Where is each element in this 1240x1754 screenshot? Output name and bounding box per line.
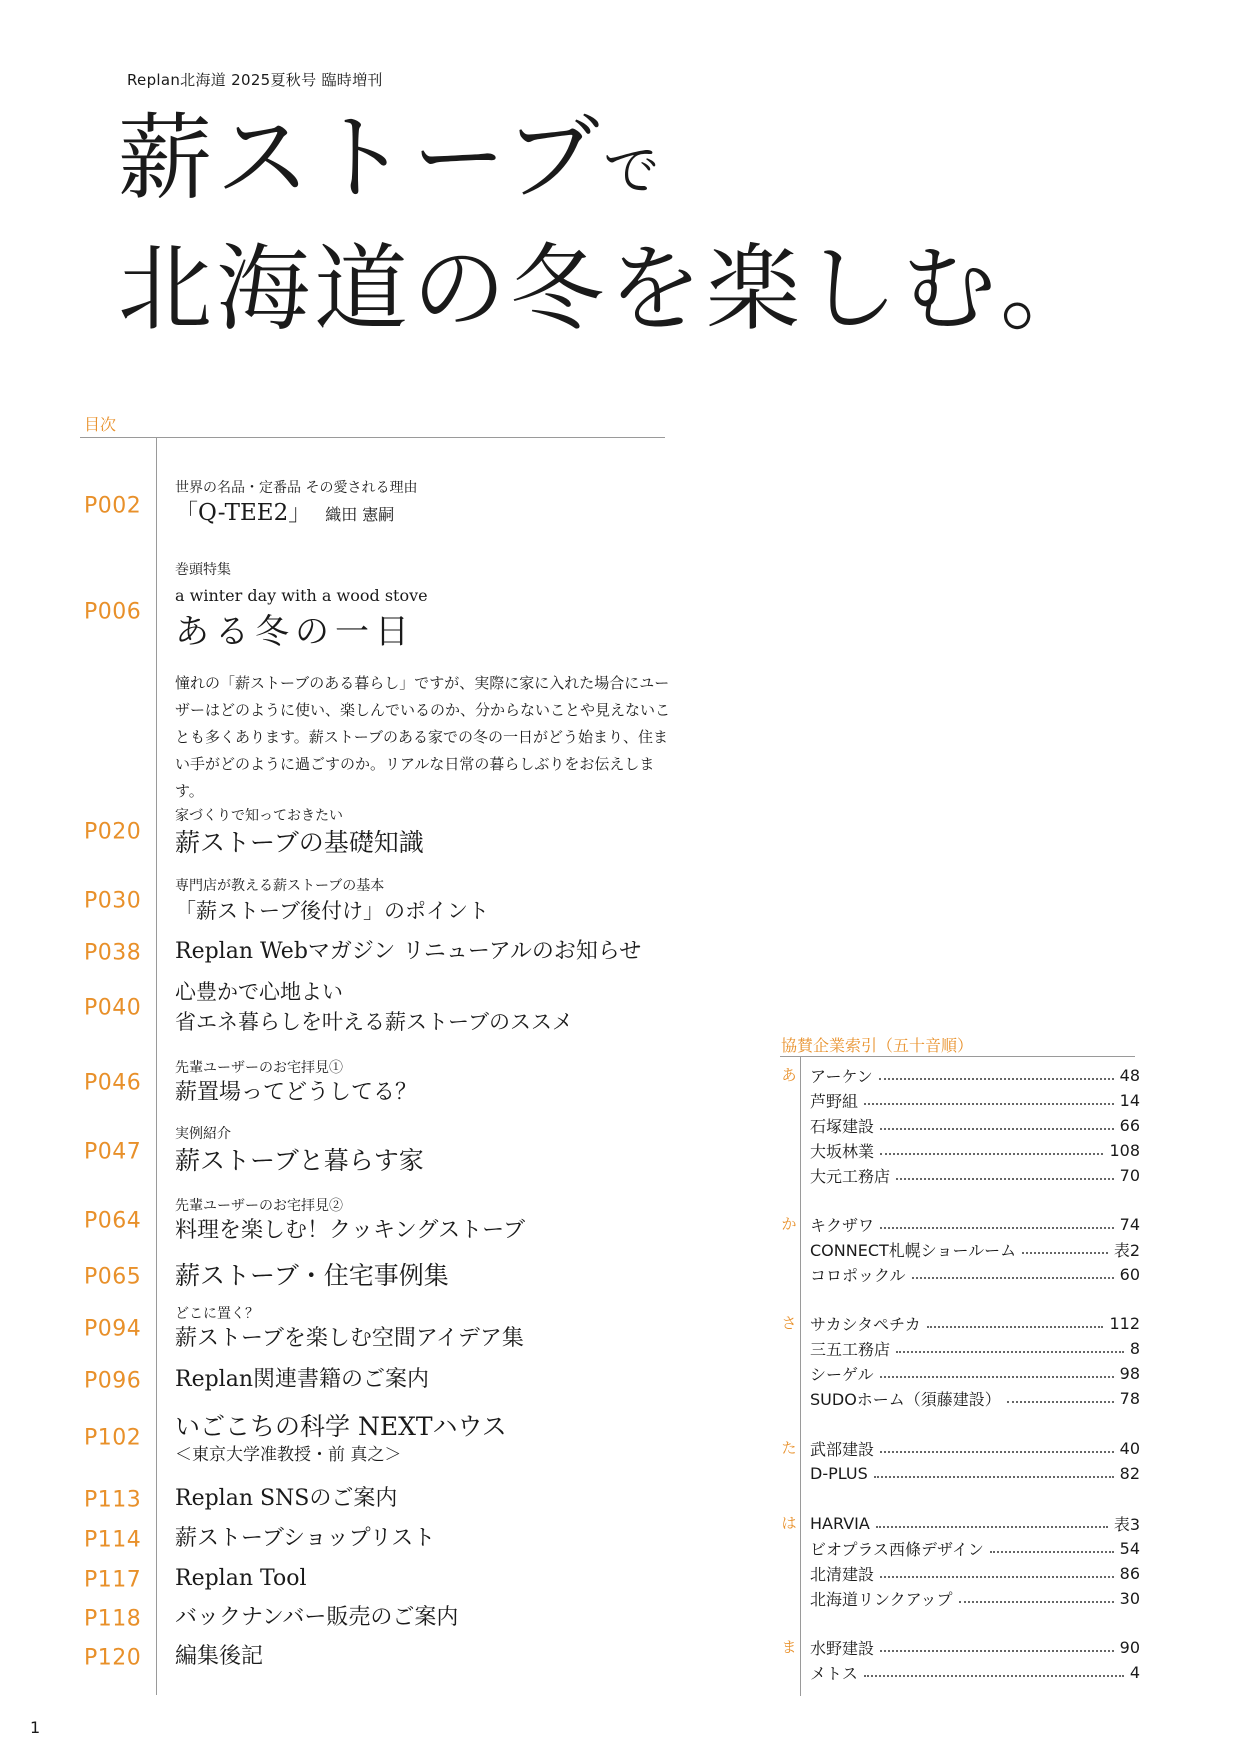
kana-label: さ — [781, 1314, 797, 1332]
page-number: 1 — [30, 1718, 41, 1737]
page-title — [118, 100, 1098, 349]
toc-entry[interactable] — [0, 876, 680, 926]
sponsor-group-ta — [780, 1436, 1140, 1486]
toc-page-number: P040 — [84, 995, 142, 1021]
sponsor-index-divider — [780, 1056, 1135, 1057]
toc-page-number: P038 — [84, 940, 142, 966]
toc-title: バックナンバー販売のご案内 — [175, 1605, 459, 1630]
toc-entry[interactable] — [0, 1259, 680, 1295]
toc-title: Replan関連書籍のご案内 — [175, 1367, 429, 1392]
toc-kicker: 家づくりで知っておきたい — [175, 808, 343, 824]
toc-kicker: 巻頭特集 — [175, 562, 231, 578]
toc-title: 薪ストーブと暮らす家 — [175, 1146, 424, 1175]
toc-page-number: P047 — [84, 1139, 142, 1165]
toc-title: 「薪ストーブ後付け」のポイント — [175, 899, 489, 923]
title-line-1: 薪ストーブで — [118, 104, 660, 213]
sponsor-row[interactable]: 芦野組 14 — [810, 1091, 1140, 1111]
toc-title: 心豊かで心地よい — [175, 980, 343, 1004]
toc-entry[interactable] — [0, 1603, 680, 1635]
toc-page-number: P002 — [84, 493, 142, 519]
toc-page-number: P118 — [84, 1606, 142, 1632]
toc-kicker: 専門店が教える薪ストーブの基本 — [175, 878, 385, 894]
toc-page-number: P030 — [84, 888, 142, 914]
sponsor-row[interactable]: メトス 4 — [810, 1663, 1140, 1683]
sponsor-row[interactable]: 三五工務店 8 — [810, 1339, 1140, 1359]
kana-label: か — [781, 1215, 797, 1233]
toc-page-number: P065 — [84, 1264, 142, 1290]
toc-subtitle: ＜東京大学准教授・前 真之＞ — [175, 1445, 402, 1465]
kana-label: ま — [781, 1638, 797, 1656]
toc-entry[interactable] — [0, 806, 680, 858]
sponsor-row[interactable]: 北海道リンクアップ 30 — [810, 1589, 1140, 1609]
toc-kicker: 世界の名品・定番品 その愛される理由 — [175, 480, 418, 496]
toc-heading: 目次 — [84, 415, 117, 434]
sponsor-row[interactable]: SUDOホーム（須藤建設） 78 — [810, 1389, 1140, 1409]
toc-kicker: 先輩ユーザーのお宅拝見① — [175, 1060, 343, 1076]
kana-label: は — [781, 1514, 797, 1532]
toc-page-number: P094 — [84, 1316, 142, 1342]
sponsor-row[interactable]: コロポックル 60 — [810, 1265, 1140, 1285]
toc-title: 薪ストーブの基礎知識 — [175, 828, 424, 857]
toc-kicker: どこに置く？ — [175, 1306, 259, 1322]
toc-title: 「Q-TEE2」 織田 憲嗣 — [175, 500, 395, 526]
toc-title: 薪ストーブショップリスト — [175, 1526, 436, 1551]
sponsor-row[interactable]: アーケン 48 — [810, 1066, 1140, 1086]
sponsor-row[interactable]: 大元工務店 70 — [810, 1166, 1140, 1186]
toc-author: 織田 憲嗣 — [325, 505, 395, 524]
magazine-issue-label: Replan北海道 2025夏秋号 臨時増刊 — [127, 71, 383, 89]
sponsor-group-ma — [780, 1635, 1140, 1685]
toc-kicker: 先輩ユーザーのお宅拝見② — [175, 1198, 343, 1214]
toc-page-number: P102 — [84, 1425, 142, 1451]
toc-title: ある冬の一日 — [175, 612, 415, 652]
toc-entry[interactable] — [0, 1484, 680, 1516]
toc-entry[interactable] — [0, 1124, 680, 1180]
toc-page-number: P046 — [84, 1070, 142, 1096]
sponsor-row[interactable]: サカシタペチカ 112 — [810, 1314, 1140, 1334]
toc-divider — [80, 437, 665, 438]
toc-title: 薪ストーブを楽しむ空間アイデア集 — [175, 1326, 524, 1351]
sponsor-group-ka — [780, 1212, 1140, 1287]
sponsor-row[interactable]: キクザワ 74 — [810, 1215, 1140, 1235]
sponsor-row[interactable]: シーゲル 98 — [810, 1364, 1140, 1384]
toc-entry[interactable] — [0, 1058, 680, 1108]
sponsor-row[interactable]: ビオプラス西條デザイン 54 — [810, 1539, 1140, 1559]
sponsor-row[interactable]: 北清建設 86 — [810, 1564, 1140, 1584]
toc-page-number: P117 — [84, 1567, 142, 1593]
title-line-2: 北海道の冬を楽しむ。 — [118, 235, 1099, 344]
sponsor-row[interactable]: CONNECT札幌ショールーム 表2 — [810, 1241, 1140, 1260]
toc-entry[interactable] — [0, 1304, 680, 1354]
toc-page-number: P064 — [84, 1208, 142, 1234]
toc-page-number: P020 — [84, 819, 142, 845]
toc-title: 薪置場ってどうしてる？ — [175, 1080, 418, 1105]
sponsor-row[interactable]: 大坂林業 108 — [810, 1141, 1140, 1161]
toc-entry[interactable] — [0, 1410, 680, 1466]
toc-title-line-2: 省エネ暮らしを叶える薪ストーブのススメ — [175, 1010, 573, 1034]
toc-title: Replan Webマガジン リニューアルのお知らせ — [175, 939, 642, 964]
toc-page-number: P120 — [84, 1645, 142, 1671]
toc-title: 編集後記 — [175, 1644, 264, 1669]
kana-label: た — [781, 1439, 797, 1457]
sponsor-group-sa — [780, 1311, 1140, 1411]
toc-title: Replan Tool — [175, 1566, 307, 1591]
toc-title: いごこちの科学 NEXTハウス — [175, 1412, 507, 1441]
toc-entry[interactable] — [0, 478, 680, 534]
toc-feature-description: 憧れの「薪ストーブのある暮らし」ですが、実際に家に入れた場合にユーザーはどのように使い、楽しんでいるのか、分からないことや見えないことも多くあります。薪ストーブのある家での冬の一日がどう始まり、住まい手がどのように過ごすのか。リアルな日常の暮らしぶりをお伝えします。 — [175, 674, 671, 800]
toc-entry[interactable] — [0, 1564, 680, 1596]
toc-kicker-english: a winter day with a wood stove — [175, 586, 428, 605]
toc-page-number: P096 — [84, 1368, 142, 1394]
kana-label: あ — [781, 1066, 797, 1084]
sponsor-row[interactable]: 武部建設 40 — [810, 1439, 1140, 1459]
sponsor-group-ha — [780, 1511, 1140, 1611]
toc-entry[interactable] — [0, 1196, 680, 1246]
toc-page-number: P114 — [84, 1527, 142, 1553]
toc-entry[interactable] — [0, 937, 680, 969]
toc-kicker: 実例紹介 — [175, 1126, 231, 1142]
sponsor-row[interactable]: 石塚建設 66 — [810, 1116, 1140, 1136]
sponsor-row[interactable]: D-PLUS 82 — [810, 1464, 1140, 1483]
toc-entry[interactable] — [0, 977, 680, 1039]
toc-page-number: P113 — [84, 1487, 142, 1513]
toc-entry[interactable] — [0, 1524, 680, 1556]
toc-entry[interactable] — [0, 560, 680, 664]
sponsor-group-a — [780, 1063, 1140, 1188]
toc-title: 料理を楽しむ！クッキングストーブ — [175, 1218, 526, 1243]
toc-entry[interactable] — [0, 1642, 680, 1674]
toc-title: Replan SNSのご案内 — [175, 1486, 398, 1511]
sponsor-row[interactable]: HARVIA 表3 — [810, 1514, 1140, 1534]
toc-page-number: P006 — [84, 599, 142, 625]
sponsor-index-heading: 協賛企業索引（五十音順） — [781, 1036, 974, 1055]
toc-entry[interactable] — [0, 1365, 680, 1397]
toc-title: 薪ストーブ・住宅事例集 — [175, 1261, 449, 1290]
sponsor-row[interactable]: 水野建設 90 — [810, 1638, 1140, 1658]
